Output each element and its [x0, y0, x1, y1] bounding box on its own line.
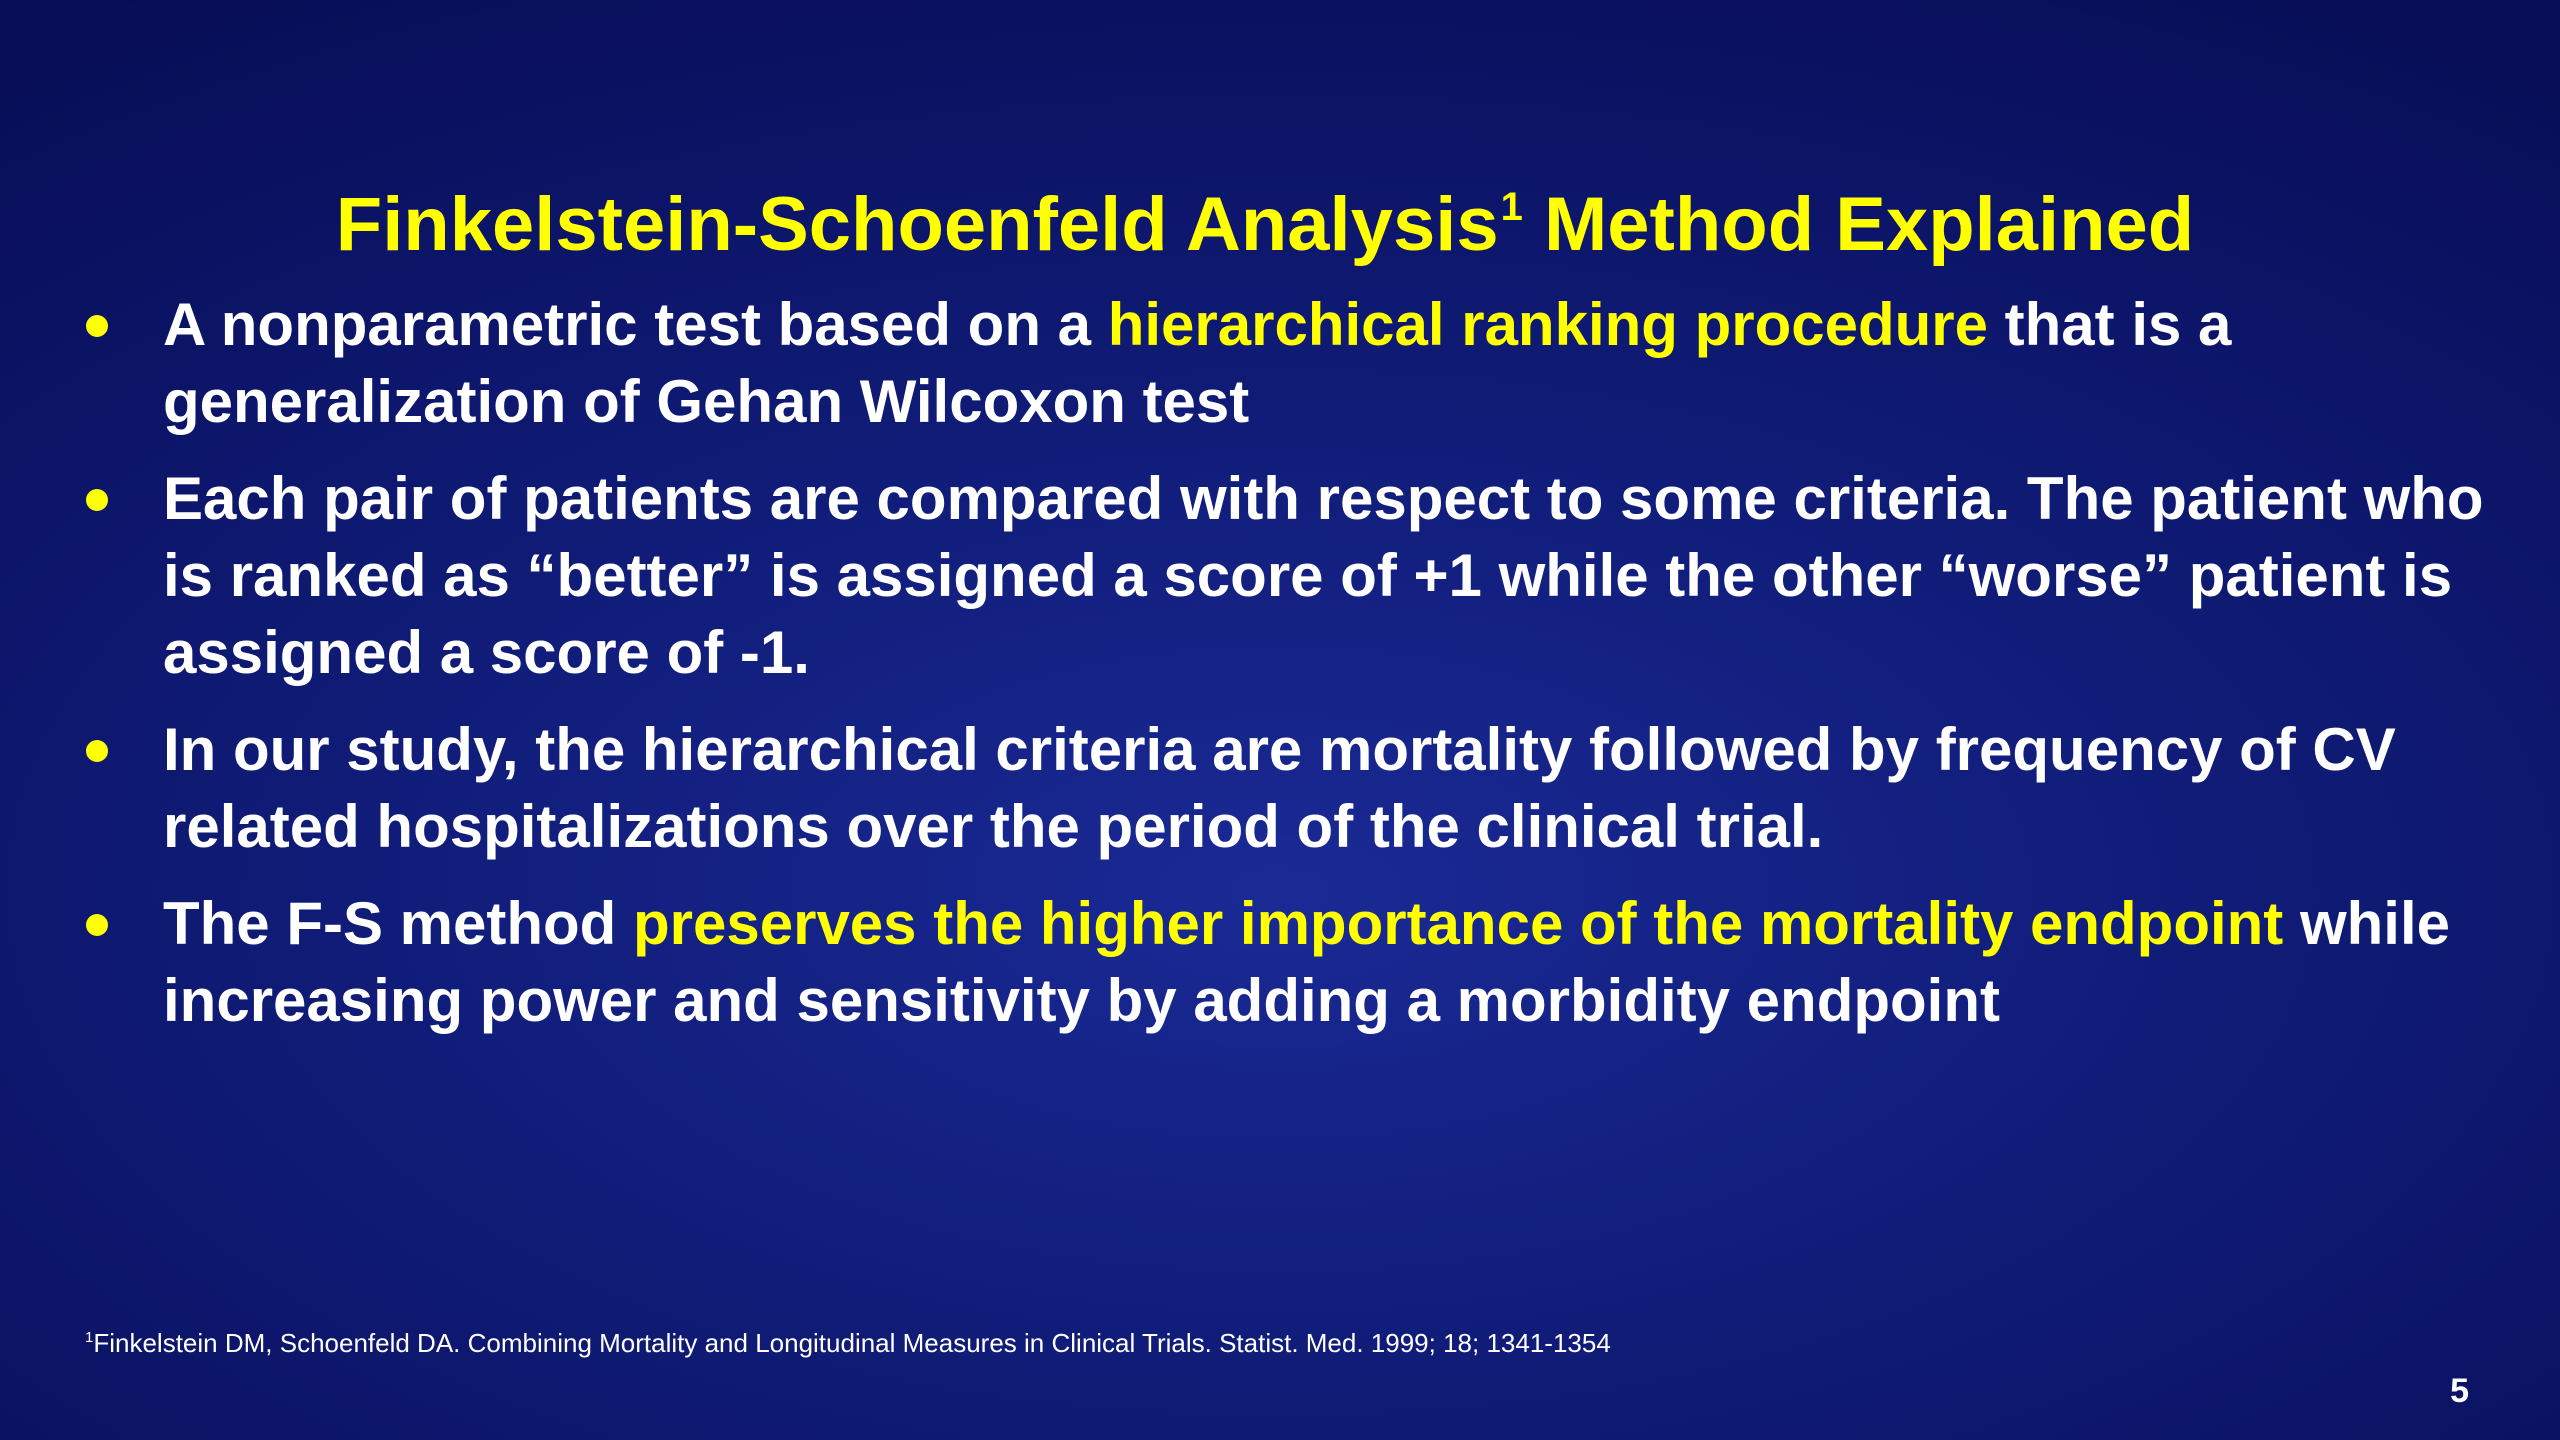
- bullet-dot-icon: [86, 489, 108, 511]
- bullet-dot-icon: [86, 315, 108, 337]
- bullet-highlight: preserves the higher importance of the mortality endpoint: [632, 890, 2284, 957]
- footnote: [85, 1328, 1611, 1359]
- title-footnote-marker: 1: [1500, 184, 1523, 229]
- bullet-highlight: hierarchical ranking procedure: [1107, 291, 1988, 358]
- bullet-item-4: [0, 885, 2560, 1039]
- bullet-item-3: [0, 711, 2560, 865]
- title-rest: Method Explained: [1522, 181, 2195, 267]
- bullet-text: In our study, the hierarchical criteria are mortality followed by frequency of CV related hospitalizations over the period of the clinical trial.: [163, 716, 2396, 860]
- bullet-dot-icon: [86, 740, 108, 762]
- bullet-list: [0, 286, 2560, 1039]
- bullet-item-2: [0, 460, 2560, 691]
- bullet-text: The F-S method: [163, 890, 633, 957]
- footnote-marker: 1: [85, 1329, 94, 1346]
- bullet-dot-icon: [86, 914, 108, 936]
- bullet-item-1: [0, 286, 2560, 440]
- bullet-text-after: while increasing power and sensitivity by adding a morbidity endpoint: [163, 890, 2450, 1034]
- page-number: 5: [2450, 1372, 2469, 1410]
- bullet-text: Each pair of patients are compared with respect to some criteria. The patient who is ranked as “better” is assigned a score of +1 while the other “worse” patient is assigned a score of -1.: [163, 465, 2484, 686]
- title-main: Finkelstein-Schoenfeld Analysis: [335, 181, 1499, 267]
- slide-title: [0, 179, 2530, 270]
- footnote-text: Finkelstein DM, Schoenfeld DA. Combining Mortality and Longitudinal Measures in Clinical Trials. Statist. Med. 1999; 18; 1341-1354: [93, 1328, 1611, 1358]
- bullet-text-after: that is a generalization of Gehan Wilcoxon test: [163, 291, 2232, 435]
- bullet-text: A nonparametric test based on a: [163, 291, 1108, 358]
